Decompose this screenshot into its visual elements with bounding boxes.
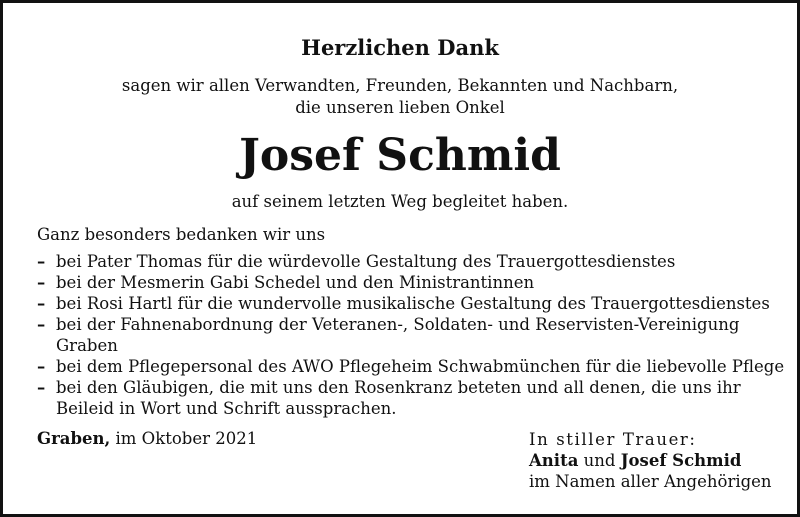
date: im Oktober 2021 — [115, 429, 258, 448]
dash-bullet: – — [37, 252, 46, 271]
place: Graben, — [37, 429, 111, 448]
thanks-item — [37, 272, 789, 293]
thanks-item-line: bei den Gläubigen, die mit uns den Rosenkranz beteten und all denen, die uns ihr — [56, 378, 741, 397]
place-date — [37, 428, 257, 450]
thanks-intro: Ganz besonders bedanken wir uns — [37, 225, 326, 244]
thanks-item — [37, 356, 789, 377]
names-connector: und — [583, 451, 616, 470]
mourning-line: In stiller Trauer: — [529, 430, 697, 449]
thanks-item — [37, 377, 789, 419]
thanks-list — [37, 251, 789, 419]
accompanied-line: auf seinem letzten Weg begleitet haben. — [231, 192, 569, 211]
intro-line: sagen wir allen Verwandten, Freunden, Bekannten und Nachbarn, — [121, 76, 679, 95]
thanks-item-line: bei der Fahnenabordnung der Veteranen-, Soldaten- und Reservisten-Vereinigung — [56, 315, 740, 334]
thanks-item-line: Beileid in Wort und Schrift aussprachen. — [56, 399, 397, 418]
dash-bullet: – — [37, 378, 46, 397]
thanks-item-line: bei Pater Thomas für die würdevolle Gestaltung des Trauergottesdienstes — [56, 252, 676, 271]
thanks-item-line: Graben — [56, 336, 118, 355]
dash-bullet: – — [37, 273, 46, 292]
mourner-name-2: Josef Schmid — [620, 451, 742, 470]
mourners-names — [529, 450, 772, 471]
deceased-name: Josef Schmid — [239, 130, 561, 181]
relatives-line: im Namen aller Angehörigen — [529, 472, 772, 491]
thanks-item — [37, 314, 789, 356]
signature-block — [529, 429, 772, 492]
dash-bullet: – — [37, 294, 46, 313]
dash-bullet: – — [37, 315, 46, 334]
intro-text — [3, 75, 797, 119]
thanks-item-line: bei Rosi Hartl für die wundervolle musikalische Gestaltung des Trauergottesdienstes — [56, 294, 770, 313]
thanks-item — [37, 293, 789, 314]
thanks-item-line: bei dem Pflegepersonal des AWO Pflegeheim Schwabmünchen für die liebevolle Pflege — [56, 357, 785, 376]
notice-heading: Herzlichen Dank — [301, 35, 499, 60]
intro-line: die unseren lieben Onkel — [295, 98, 505, 117]
mourner-name-1: Anita — [529, 451, 579, 470]
thanks-item — [37, 251, 789, 272]
dash-bullet: – — [37, 357, 46, 376]
thanks-item-line: bei der Mesmerin Gabi Schedel und den Ministrantinnen — [56, 273, 535, 292]
